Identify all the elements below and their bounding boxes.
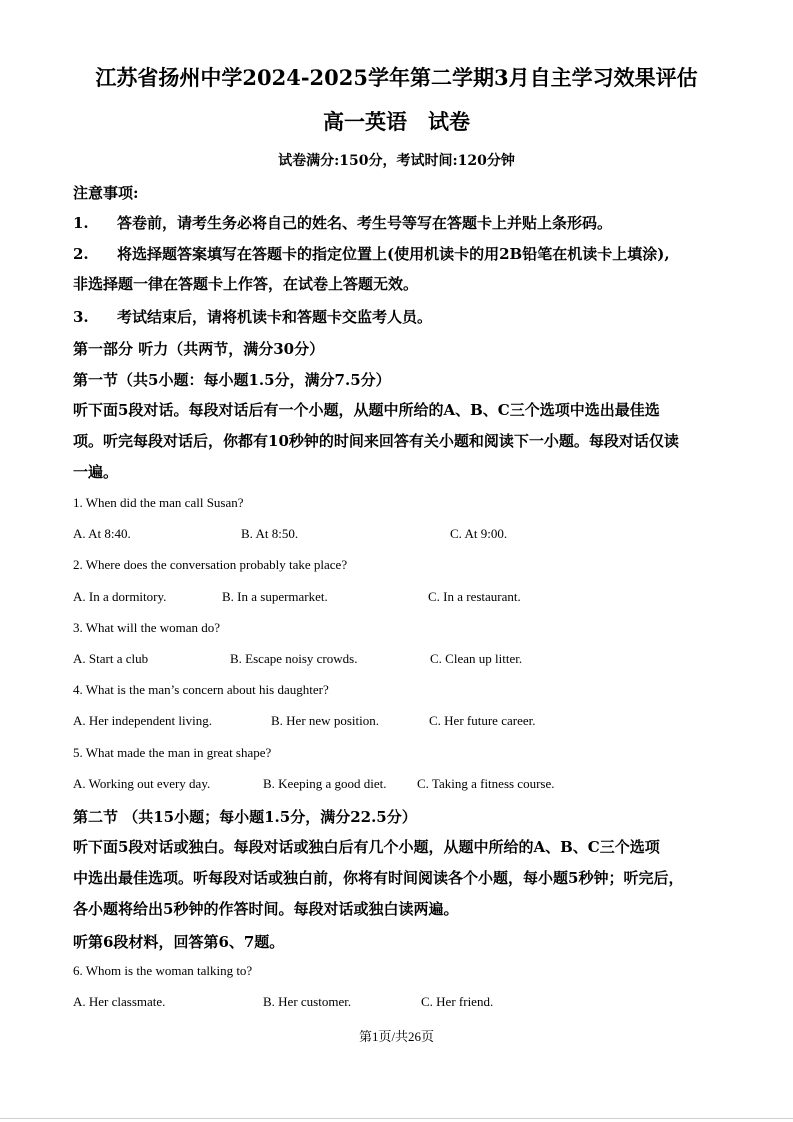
question-4: 4. What is the man’s concern about his daughter? — [73, 682, 329, 697]
option-a: A. Working out every day. — [73, 776, 211, 791]
section2-instruction-line: 中选出最佳选项。听每段对话或独白前，你将有时间阅读各个小题，每小题5秒钟；听完后， — [73, 869, 684, 887]
option-c: C. At 9:00. — [450, 526, 508, 541]
material-heading: 听第6段材料，回答第6、7题。 — [73, 933, 285, 951]
option-c: C. Clean up litter. — [430, 651, 523, 666]
option-b: B. Her customer. — [263, 994, 352, 1009]
section1-instruction-line: 听下面5段对话。每段对话后有一个小题，从题中所给的A、B、C三个选项中选出最佳选 — [73, 401, 660, 419]
question-1: 1. When did the man call Susan? — [73, 495, 244, 510]
question-3: 3. What will the woman do? — [73, 620, 221, 635]
section2-heading: 第二节 （共15小题；每小题1.5分，满分22.5分） — [73, 808, 417, 826]
option-b: B. Her new position. — [271, 713, 379, 728]
option-c: C. In a restaurant. — [428, 589, 521, 604]
notice-item-2-continued: 非选择题一律在答题卡上作答，在试卷上答题无效。 — [73, 275, 419, 293]
option-b: B. At 8:50. — [241, 526, 299, 541]
option-a: A. Her independent living. — [73, 713, 212, 728]
option-b: B. Keeping a good diet. — [263, 776, 387, 791]
option-c: C. Her friend. — [421, 994, 494, 1009]
exam-subtitle: 高一英语 试卷 — [323, 109, 470, 134]
notice-item-text: 答卷前，请考生务必将自己的姓名、考生号等写在答题卡上并贴上条形码。 — [117, 214, 613, 232]
notice-item-text: 将选择题答案填写在答题卡的指定位置上(使用机读卡的用2B铅笔在机读卡上填涂), — [117, 245, 670, 263]
option-a: A. At 8:40. — [73, 526, 131, 541]
page-bottom-divider — [0, 1118, 793, 1119]
option-c: C. Her future career. — [429, 713, 536, 728]
section1-instruction-line: 一遍。 — [73, 463, 119, 481]
option-c: C. Taking a fitness course. — [417, 776, 555, 791]
question-6: 6. Whom is the woman talking to? — [73, 963, 253, 978]
question-2: 2. Where does the conversation probably take place? — [73, 557, 348, 572]
section1-heading: 第一节（共5小题：每小题1.5分，满分7.5分） — [73, 371, 391, 389]
score-info: 试卷满分:150分，考试时间:120分钟 — [278, 153, 515, 169]
section1-instruction-line: 项。听完每段对话后，你都有10秒钟的时间来回答有关小题和阅读下一小题。每段对话仅读 — [73, 432, 679, 450]
notice-item-text: 考试结束后，请将机读卡和答题卡交监考人员。 — [117, 308, 433, 326]
notice-item-2 — [73, 243, 670, 264]
page-number: 第1页/共26页 — [358, 1029, 435, 1044]
exam-title: 江苏省扬州中学2024-2025学年第二学期3月自主学习效果评估 — [95, 65, 698, 90]
notice-item-number: 1. — [73, 214, 89, 232]
notice-item-3 — [73, 306, 432, 327]
notice-item-number: 3. — [73, 308, 89, 326]
option-a: A. In a dormitory. — [73, 589, 167, 604]
part1-heading: 第一部分 听力（共两节，满分30分） — [73, 340, 325, 358]
section2-instruction-line: 听下面5段对话或独白。每段对话或独白后有几个小题，从题中所给的A、B、C三个选项 — [73, 838, 660, 856]
option-b: B. In a supermarket. — [222, 589, 328, 604]
section2-instruction-line: 各小题将给出5秒钟的作答时间。每段对话或独白读两遍。 — [73, 900, 459, 918]
option-b: B. Escape noisy crowds. — [230, 651, 358, 666]
notice-heading: 注意事项: — [73, 184, 139, 202]
option-a: A. Her classmate. — [73, 994, 166, 1009]
notice-item-number: 2. — [73, 245, 89, 263]
notice-item-1 — [73, 212, 612, 233]
option-a: A. Start a club — [73, 651, 149, 666]
question-5: 5. What made the man in great shape? — [73, 745, 272, 760]
